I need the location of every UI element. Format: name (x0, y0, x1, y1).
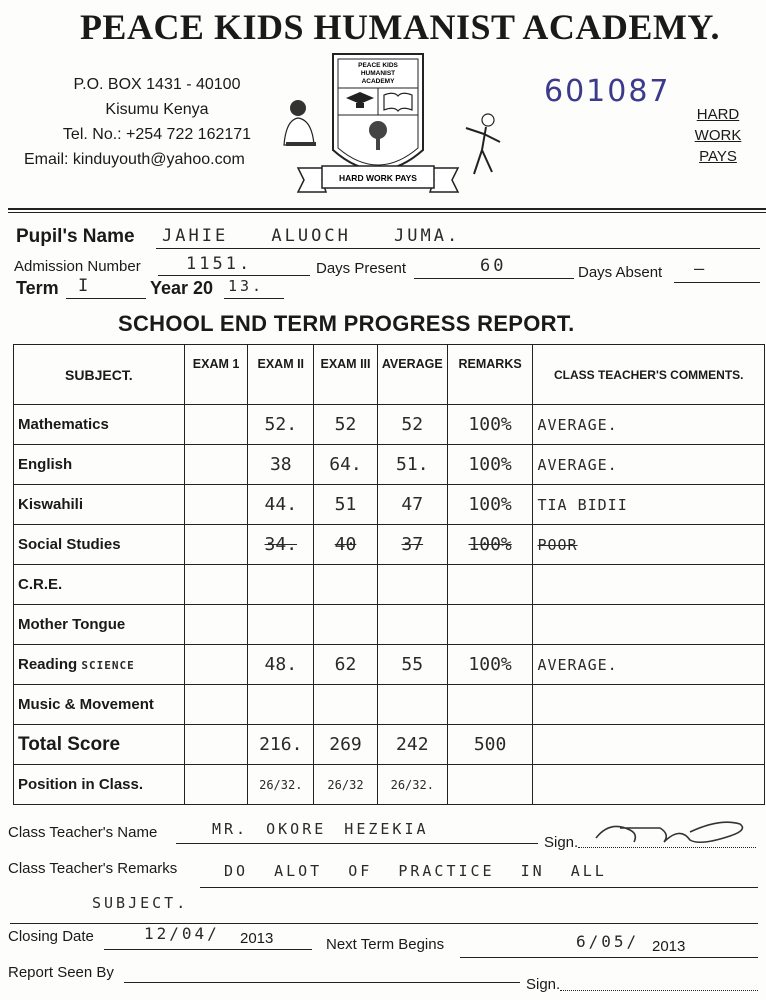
exam1-cell (184, 725, 248, 765)
year-label: Year 20 (150, 278, 214, 298)
next-term-label: Next Term Begins (326, 936, 445, 953)
address-line-1: P.O. BOX 1431 - 40100 (73, 76, 241, 93)
exam1-cell (184, 605, 248, 645)
table-row (14, 525, 765, 565)
exam3-cell (314, 685, 378, 725)
days-absent-value: — (694, 259, 708, 279)
exam2-cell: 38 (248, 445, 314, 485)
table-row (14, 565, 765, 605)
days-present-value: 60 (480, 256, 507, 276)
exam2-cell (248, 685, 314, 725)
subject-cell: English (14, 445, 185, 485)
comment-cell (533, 765, 765, 805)
term-label: Term (16, 278, 59, 298)
subject-cell (14, 645, 185, 685)
header-average: AVERAGE (377, 345, 447, 405)
school-crest-logo (278, 50, 518, 200)
admission-value: 1151. (186, 254, 253, 274)
motto-word: HARD (696, 106, 740, 123)
table-row (14, 485, 765, 525)
exam1-cell (184, 445, 248, 485)
subject-handwritten: SCIENCE (81, 659, 135, 672)
exam1-cell (184, 485, 248, 525)
exam3-cell: 51 (314, 485, 378, 525)
exam1-cell (184, 685, 248, 725)
subject-cell: Position in Class. (14, 765, 185, 805)
exam1-cell (184, 405, 248, 445)
sign-2-line (560, 990, 758, 991)
exam3-cell (314, 565, 378, 605)
header-exam-3: EXAM III (314, 345, 378, 405)
comment-cell (533, 605, 765, 645)
svg-text:PEACE KIDS: PEACE KIDS (358, 62, 398, 69)
average-cell (377, 685, 447, 725)
email-line: Email: kinduyouth@yahoo.com (24, 151, 245, 168)
motto-side (690, 104, 746, 167)
sign-label: Sign. (544, 834, 579, 851)
comment-cell: AVERAGE. (533, 405, 765, 445)
svg-text:ACADEMY: ACADEMY (361, 78, 395, 85)
school-name: PEACE KIDS HUMANIST ACADEMY. (79, 7, 721, 47)
results-table (13, 344, 765, 805)
remarks-cell (447, 605, 533, 645)
comment-cell (533, 725, 765, 765)
teacher-remarks-line-2 (10, 896, 758, 924)
days-present-label: Days Present (316, 260, 407, 277)
remarks-cell: 100% (447, 445, 533, 485)
subject-cell: Mother Tongue (14, 605, 185, 645)
table-row (14, 645, 765, 685)
remarks-cell (447, 765, 533, 805)
exam2-cell: 34. (248, 525, 314, 565)
exam3-cell: 52 (314, 405, 378, 445)
term-value: I (78, 276, 92, 296)
teacher-name-line (176, 822, 538, 844)
exam1-cell (184, 645, 248, 685)
header-exam-1: EXAM 1 (184, 345, 248, 405)
closing-date-line (104, 926, 312, 950)
comment-cell: AVERAGE. (533, 445, 765, 485)
comment-cell (533, 565, 765, 605)
table-row (14, 685, 765, 725)
next-term-value: 6/05/ (576, 932, 640, 951)
teacher-signature (590, 816, 750, 854)
year-line (224, 278, 284, 299)
exam1-cell (184, 765, 248, 805)
exam3-cell: 269 (314, 725, 378, 765)
subject-cell: Music & Movement (14, 685, 185, 725)
exam3-cell: 64. (314, 445, 378, 485)
pupil-name-value: JAHIE ALUOCH JUMA. (162, 226, 461, 246)
exam2-cell: 48. (248, 645, 314, 685)
exam2-cell: 52. (248, 405, 314, 445)
subject-label: Reading (18, 656, 78, 673)
comment-cell (533, 685, 765, 725)
teacher-name-label: Class Teacher's Name (8, 824, 158, 841)
comment-cell: AVERAGE. (533, 645, 765, 685)
exam2-cell: 26/32. (248, 765, 314, 805)
subject-cell: C.R.E. (14, 565, 185, 605)
admission-label: Admission Number (14, 258, 141, 275)
subject-cell: Kiswahili (14, 485, 185, 525)
average-cell: 242 (377, 725, 447, 765)
average-cell (377, 565, 447, 605)
average-cell: 26/32. (377, 765, 447, 805)
closing-date-label: Closing Date (8, 928, 94, 945)
subject-cell: Mathematics (14, 405, 185, 445)
average-cell: 52 (377, 405, 447, 445)
header-comments: CLASS TEACHER'S COMMENTS. (533, 345, 765, 405)
remarks-cell: 100% (447, 525, 533, 565)
exam3-cell (314, 605, 378, 645)
exam2-cell: 44. (248, 485, 314, 525)
pupil-name-line (156, 226, 760, 249)
address-line-2: Kisumu Kenya (105, 101, 209, 118)
sign-2-label: Sign. (526, 976, 561, 993)
remarks-cell: 100% (447, 405, 533, 445)
subject-cell: Social Studies (14, 525, 185, 565)
serial-number: 601087 (544, 74, 671, 109)
remarks-cell: 100% (447, 645, 533, 685)
average-cell: 37 (377, 525, 447, 565)
report-seen-by-label: Report Seen By (8, 964, 114, 981)
exam2-cell: 216. (248, 725, 314, 765)
teacher-remarks-line-1 (200, 860, 758, 888)
table-header-row (14, 345, 765, 405)
term-line (66, 278, 146, 299)
table-row (14, 725, 765, 765)
remarks-cell: 100% (447, 485, 533, 525)
pupil-name-label: Pupil's Name (16, 226, 135, 247)
report-title: SCHOOL END TERM PROGRESS REPORT. (118, 311, 575, 336)
comment-cell: TIA BIDII (533, 485, 765, 525)
average-cell (377, 605, 447, 645)
exam2-cell (248, 605, 314, 645)
header-subject: SUBJECT. (14, 345, 185, 405)
next-term-year: 2013 (652, 938, 686, 955)
exam3-cell: 26/32 (314, 765, 378, 805)
days-present-line (414, 257, 574, 279)
exam1-cell (184, 565, 248, 605)
remarks-cell (447, 685, 533, 725)
header-divider (8, 212, 766, 213)
closing-year: 2013 (240, 930, 274, 947)
remarks-cell (447, 565, 533, 605)
exam2-cell (248, 565, 314, 605)
subject-cell: Total Score (14, 725, 185, 765)
crest-motto-banner: HARD WORK PAYS (339, 173, 417, 183)
header-divider (8, 208, 766, 210)
remarks-cell: 500 (447, 725, 533, 765)
closing-date-value: 12/04/ (144, 924, 220, 943)
phone-line: Tel. No.: +254 722 162171 (62, 126, 252, 143)
report-seen-by-line (124, 982, 520, 983)
next-term-line (460, 934, 758, 958)
average-cell: 47 (377, 485, 447, 525)
exam3-cell: 62 (314, 645, 378, 685)
admission-line (158, 255, 310, 276)
teacher-remarks-label: Class Teacher's Remarks (8, 860, 178, 877)
exam3-cell: 40 (314, 525, 378, 565)
header-exam-2: EXAM II (248, 345, 314, 405)
header-remarks: REMARKS (447, 345, 533, 405)
school-address (22, 72, 292, 172)
exam1-cell (184, 525, 248, 565)
average-cell: 55 (377, 645, 447, 685)
table-row (14, 445, 765, 485)
table-row (14, 765, 765, 805)
teacher-name-value: MR. OKORE HEZEKIA (212, 820, 429, 838)
teacher-remarks-value-1: DO ALOT OF PRACTICE IN ALL (224, 862, 607, 880)
days-absent-label: Days Absent (578, 264, 663, 281)
average-cell: 51. (377, 445, 447, 485)
svg-text:HUMANIST: HUMANIST (360, 70, 396, 77)
days-absent-line (674, 261, 760, 283)
motto-word: WORK (694, 127, 742, 144)
table-row (14, 605, 765, 645)
year-value: 13. (228, 277, 265, 295)
motto-word: PAYS (699, 148, 737, 165)
comment-cell: POOR (533, 525, 765, 565)
table-row (14, 405, 765, 445)
teacher-remarks-value-2: SUBJECT. (92, 894, 189, 912)
